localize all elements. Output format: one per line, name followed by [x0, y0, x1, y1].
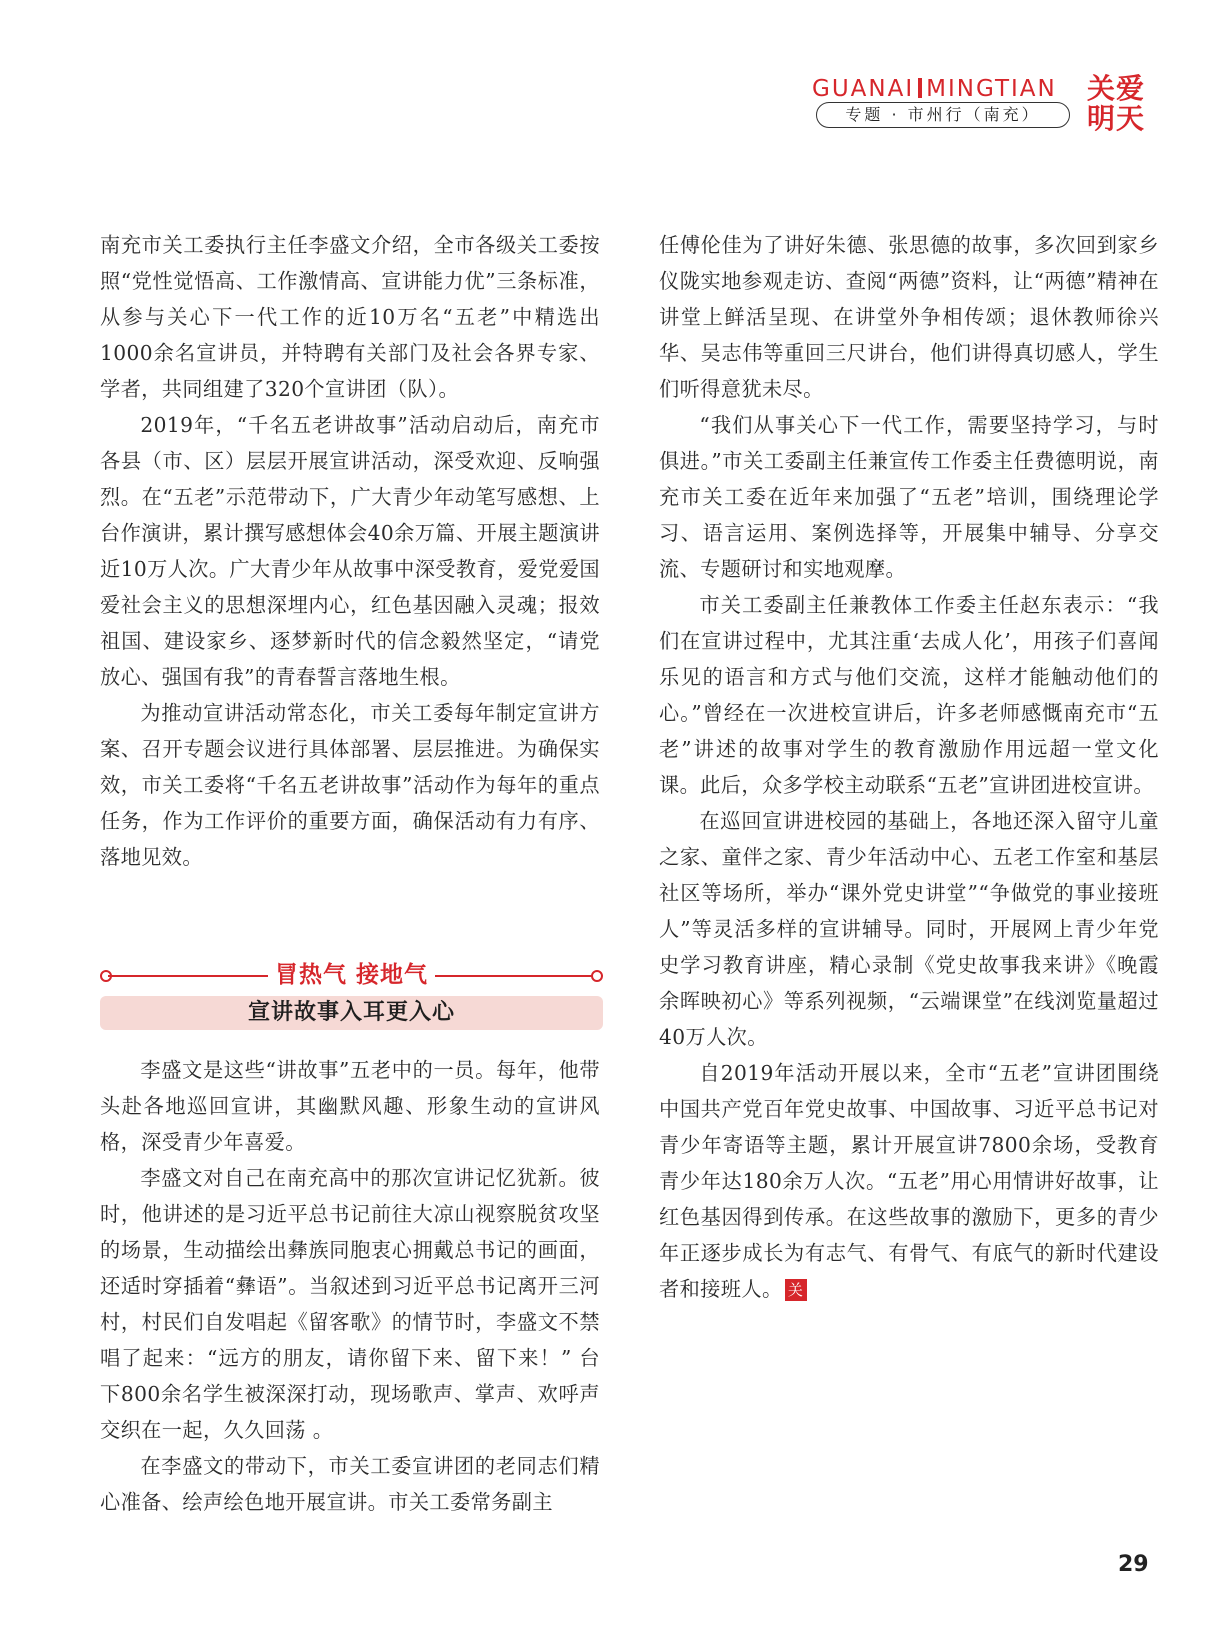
left-column-top	[100, 227, 600, 875]
paragraph: “我们从事关心下一代工作，需要坚持学习，与时俱进。”市关工委副主任兼宣传工作委主任费德明说，南充市关工委在近年来加强了“五老”培训，围绕理论学习、语言运用、案例选择等，开展集中辅导、分享交流、专题研讨和实地观摩。	[659, 413, 1159, 581]
section-title: 冒热气 接地气	[274, 962, 428, 988]
section-subheading-band: 宣讲故事入耳更入心	[100, 996, 603, 1030]
paragraph: 市关工委副主任兼教体工作委主任赵东表示：“我们在宣讲过程中，尤其注重‘去成人化’，用孩子们喜闻乐见的语言和方式与他们交流，这样才能触动他们的心。”曾经在一次进校宣讲后，许多老师感慨南充市“五老”讲述的故事对学生的教育激励作用远超一堂文化课。此后，众多学校主动联系“五老”宣讲团进校宣讲。	[659, 593, 1159, 797]
paragraph: 在巡回宣讲进校园的基础上，各地还深入留守儿童之家、童伴之家、青少年活动中心、五老工作室和基层社区等场所，举办“课外党史讲堂”“争做党的事业接班人”等灵活多样的宣讲辅导。同时，开展网上青少年党史学习教育讲座，精心录制《党史故事我来讲》《晚霞余晖映初心》等系列视频，“云端课堂”在线浏览量超过40万人次。	[659, 809, 1159, 1049]
paragraph: 在李盛文的带动下，市关工委宣讲团的老同志们精心准备、绘声绘色地开展宣讲。市关工委常务副主	[100, 1454, 600, 1514]
paragraph-final	[659, 1055, 1159, 1307]
brand-mingtian: MINGTIAN	[926, 76, 1057, 102]
logo-line-1: 关爱	[1087, 72, 1146, 105]
paragraph: 2019年，“千名五老讲故事”活动启动后，南充市各县（市、区）层层开展宣讲活动，深受欢迎、反响强烈。在“五老”示范带动下，广大青少年动笔写感想、上台作演讲，累计撰写感想体会40余万篇、开展主题演讲近10万人次。广大青少年从故事中深受教育，爱党爱国爱社会主义的思想深埋内心，红色基因融入灵魂；报效祖国、建设家乡、逐梦新时代的信念毅然坚定，“请党放心、强国有我”的青春誓言落地生根。	[100, 413, 601, 689]
section-heading	[100, 958, 603, 992]
paragraph: 南充市关工委执行主任李盛文介绍，全市各级关工委按照“党性觉悟高、工作激情高、宣讲能力优”三条标准，从参与关心下一代工作的近10万名“五老”中精选出1000余名宣讲员，并特聘有关部门及社会各界专家、学者，共同组建了320个宣讲团（队）。	[100, 233, 600, 401]
paragraph: 李盛文是这些“讲故事”五老中的一员。每年，他带头赴各地巡回宣讲，其幽默风趣、形象生动的宣讲风格，深受青少年喜爱。	[100, 1058, 600, 1154]
magazine-logo	[1087, 74, 1145, 134]
end-mark-icon: 关	[785, 1279, 807, 1301]
right-column	[659, 227, 1159, 1307]
heading-rule-right	[435, 975, 595, 977]
paragraph: 任傅伦佳为了讲好朱德、张思德的故事，多次回到家乡仪陇实地参观走访、查阅“两德”资料，让“两德”精神在讲堂上鲜活呈现、在讲堂外争相传颂；退休教师徐兴华、吴志伟等重回三尺讲台，他们讲得真切感人，学生们听得意犹未尽。	[659, 233, 1159, 401]
section-subtitle: 专题 · 市州行（南充）	[816, 102, 1070, 128]
heading-dot-right	[591, 970, 603, 982]
paragraph-text: 自2019年活动开展以来，全市“五老”宣讲团围绕中国共产党百年党史故事、中国故事、习近平总书记对青少年寄语等主题，累计开展宣讲7800余场，受教育青少年达180余万人次。“五老”用心用情讲好故事，让红色基因得到传承。在这些故事的激励下，更多的青少年正逐步成长为有志气、有骨气、有底气的新时代建设者和接班人。	[659, 1061, 1159, 1301]
brand-guanai: GUANAI	[812, 76, 915, 102]
brand-separator	[918, 78, 922, 98]
masthead-brand	[812, 76, 1057, 102]
left-column-bottom	[100, 1052, 600, 1520]
logo-line-2: 明天	[1087, 102, 1146, 135]
page-number: 29	[1118, 1552, 1149, 1577]
paragraph: 为推动宣讲活动常态化，市关工委每年制定宣讲方案、召开专题会议进行具体部署、层层推进。为确保实效，市关工委将“千名五老讲故事”活动作为每年的重点任务，作为工作评价的重要方面，确保活动有力有序、落地见效。	[100, 701, 600, 869]
paragraph: 李盛文对自己在南充高中的那次宣讲记忆犹新。彼时，他讲述的是习近平总书记前往大凉山视察脱贫攻坚的场景，生动描绘出彝族同胞衷心拥戴总书记的画面，还适时穿插着“彝语”。当叙述到习近平总书记离开三河村，村民们自发唱起《留客歌》的情节时，李盛文不禁唱了起来：“远方的朋友，请你留下来、留下来！” 台下800余名学生被深深打动，现场歌声、掌声、欢呼声交织在一起，久久回荡 。	[100, 1166, 600, 1442]
